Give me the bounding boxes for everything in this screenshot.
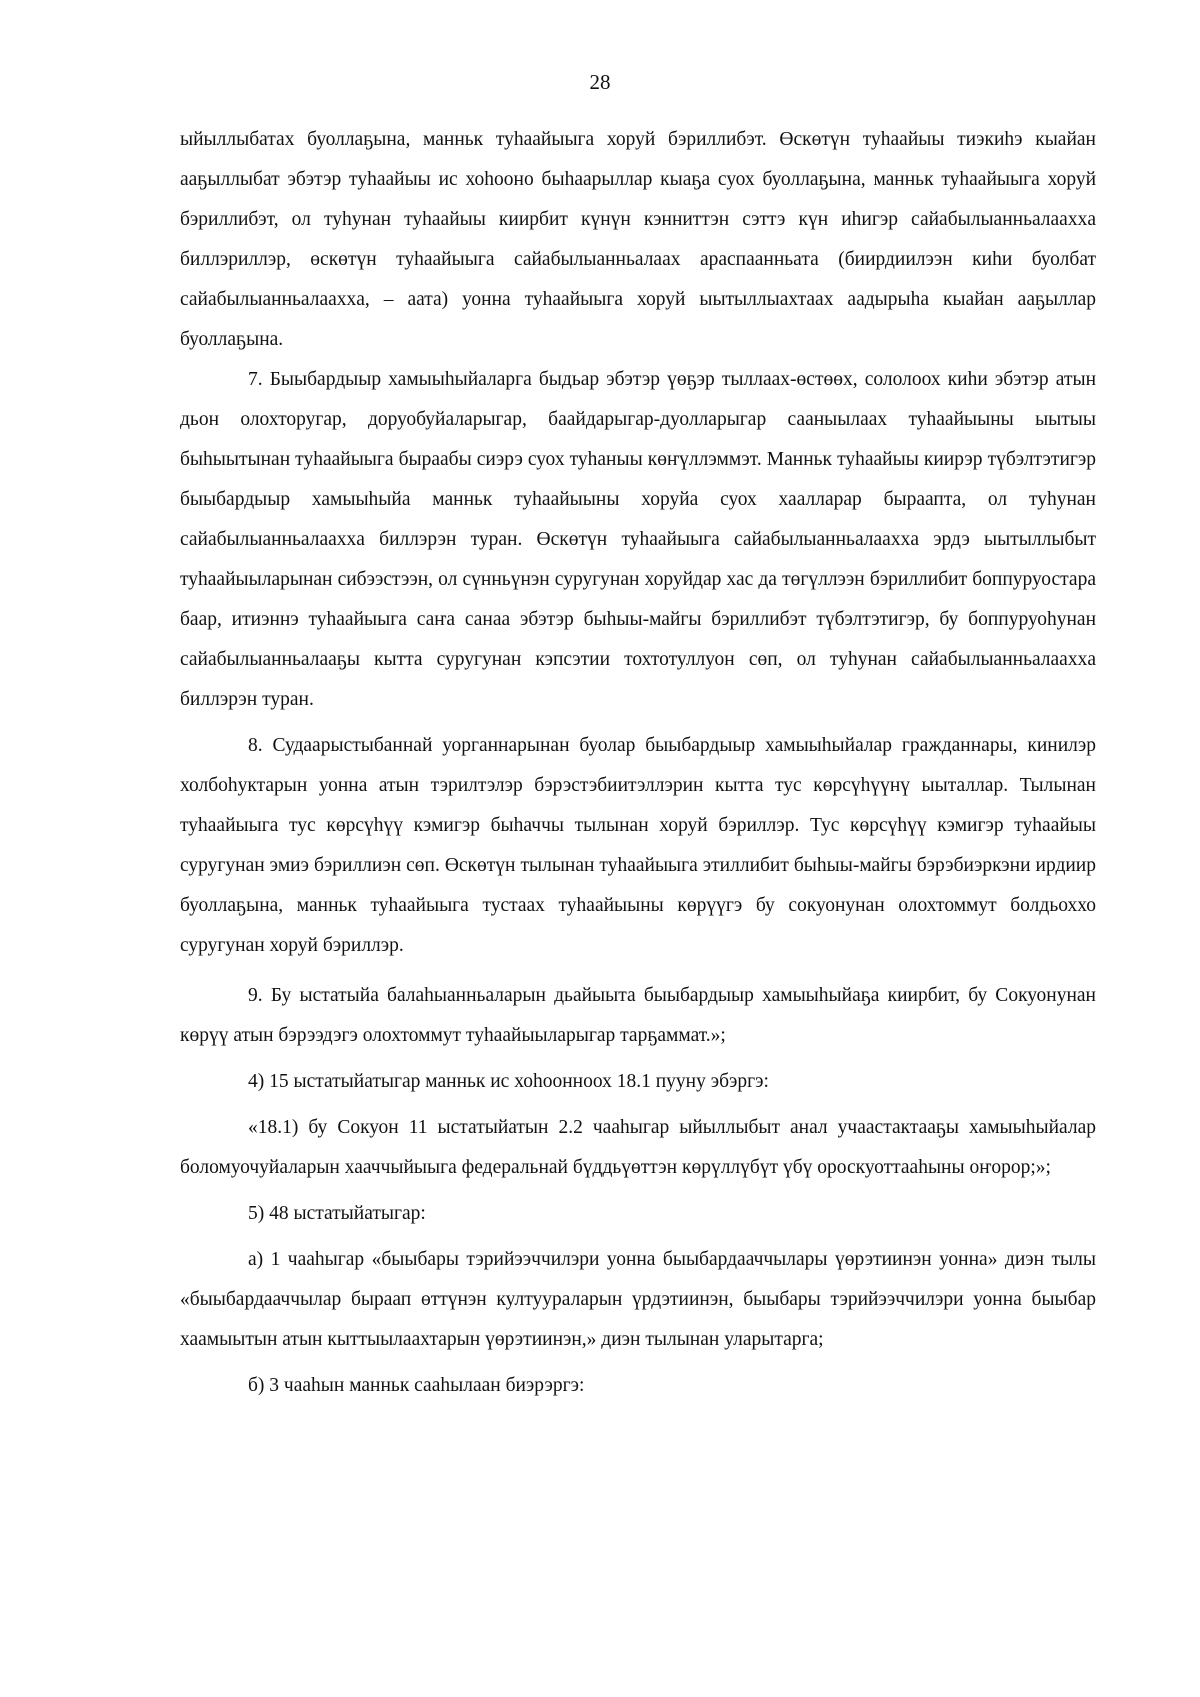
document-body <box>180 120 1096 1406</box>
paragraph-amendment-18-1: «18.1) бу Сокуон 11 ыстатыйатын 2.2 чааһыгар ыйыллыбыт анал учаастактааҕы хамыыһыйалар боломуочуйаларын хааччыйыыга федеральнай бүддьүөттэн көрүллүбүт үбү ороскуоттааһыны оҥорор;»; <box>180 1117 1096 1178</box>
paragraph-continuation: ыйыллыбатах буоллаҕына, манньк туһаайыыга хоруй бэриллибэт. Өскөтүн туһаайыы тиэкиһэ кыайан ааҕыллыбат эбэтэр туһаайыы ис хоһооно быһаарыллар кыаҕа суох буоллаҕына, манньк туһаайыыга хоруй бэриллибэт, ол туһунан туһаайыы киирбит күнүн кэнниттэн сэттэ күн иһигэр сайабылыанньалааххa биллэриллэр, өскөтүн туһаайыыга сайабылыанньалаах араспаанньата (биирдиилээн киһи буолбат сайабылыанньалааххa, – аата) уонна туһаайыыга хоруй ыытыллыахтаах аадырыһа кыайан ааҕыллар буоллаҕына. <box>180 129 1096 350</box>
paragraph-item-8: 8. Судаарыстыбаннай уорганнарынан буолар быыбардыыр хамыыһыйалар гражданнары, кинилэр холбоһуктарын уонна атын тэрилтэлэр бэрэстэбиитэллэрин кытта тус көрсүһүүнү ыыталлар. Тылынан туһаайыыга тус көрсүһүү кэмигэр быһаччы тылынан хоруй бэриллэр. Тус көрсүһүү кэмигэр туһаайыы суругунан эмиэ бэриллиэн сөп. Өскөтүн тылынан туһаайыыга этиллибит быһыы-майгы бэрэбиэркэни ирдиир буоллаҕына, манньк туһаайыыга тустаах туһаайыыны көрүүгэ бу сокуонунан олохтоммут болдьоххо суругунан хоруй бэриллэр. <box>180 735 1096 956</box>
paragraph-subitem-a: а) 1 чааһыгар «быыбары тэрийээччилэри уонна быыбардааччылары үөрэтиинэн уонна» диэн тылы «быыбардааччылар быраап өттүнэн култуураларын үрдэтиинэн, быыбары тэрийээччилэри уонна быыбар хаамыытын атын кыттыылаахтарын үөрэтиинэн,» диэн тылынан уларытарга; <box>180 1249 1096 1350</box>
paragraph-subitem-b: б) 3 чааһын манньк сааһылаан биэрэргэ: <box>248 1375 585 1396</box>
paragraph-amendment-4: 4) 15 ыстатыйатыгар манньк ис хоһоонноох 18.1 пууну эбэргэ: <box>248 1071 769 1092</box>
page-number: 28 <box>589 70 611 94</box>
paragraph-item-9: 9. Бу ыстатыйа балаһыанньаларын дьайыыта быыбардыыр хамыыһыйаҕа киирбит, бу Сокуонунан көрүү атын бэрээдэгэ олохтоммут туһаайыыларыгар тарҕаммат.»; <box>180 985 1096 1046</box>
paragraph-item-7: 7. Быыбардыыр хамыыһыйаларга быдьар эбэтэр үөҕэр тыллаах-өстөөх, сололоох киһи эбэтэр атын дьон олохторугар, доруобуйаларыгар, баайдарыгар-дуолларыгар сааныылаах туһаайыыны ыытыы быһыытынан туһаайыыга быраабы сиэрэ суох туһаныы көҥүллэммэт. Манньк туһаайыы киирэр түбэлтэтигэр быыбардыыр хамыыһыйа манньк туһаайыыны хоруйа суох хааллараp быраапта, ол туһунан сайабылыанньалааххa биллэрэн туран. Өскөтүн туһаайыыга сайабылыанньалааххa эрдэ ыытыллыбыт туһаайыыларынан сибээстээн, ол сүнньүнэн суругунан хоруйдар хас да төгүллээн бэриллибит боппуруостара баар, итиэннэ туһаайыыга саҥа санаа эбэтэр быһыы-майгы бэриллибэт түбэлтэтигэр, бу боппуруоһунан сайабылыанньалааҕы кытта суругунан кэпсэтии тохтотуллуон сөп, ол туһунан сайабылыанньалааххa биллэрэн туран. <box>180 369 1096 710</box>
paragraph-amendment-5: 5) 48 ыстатыйатыгар: <box>248 1203 426 1224</box>
